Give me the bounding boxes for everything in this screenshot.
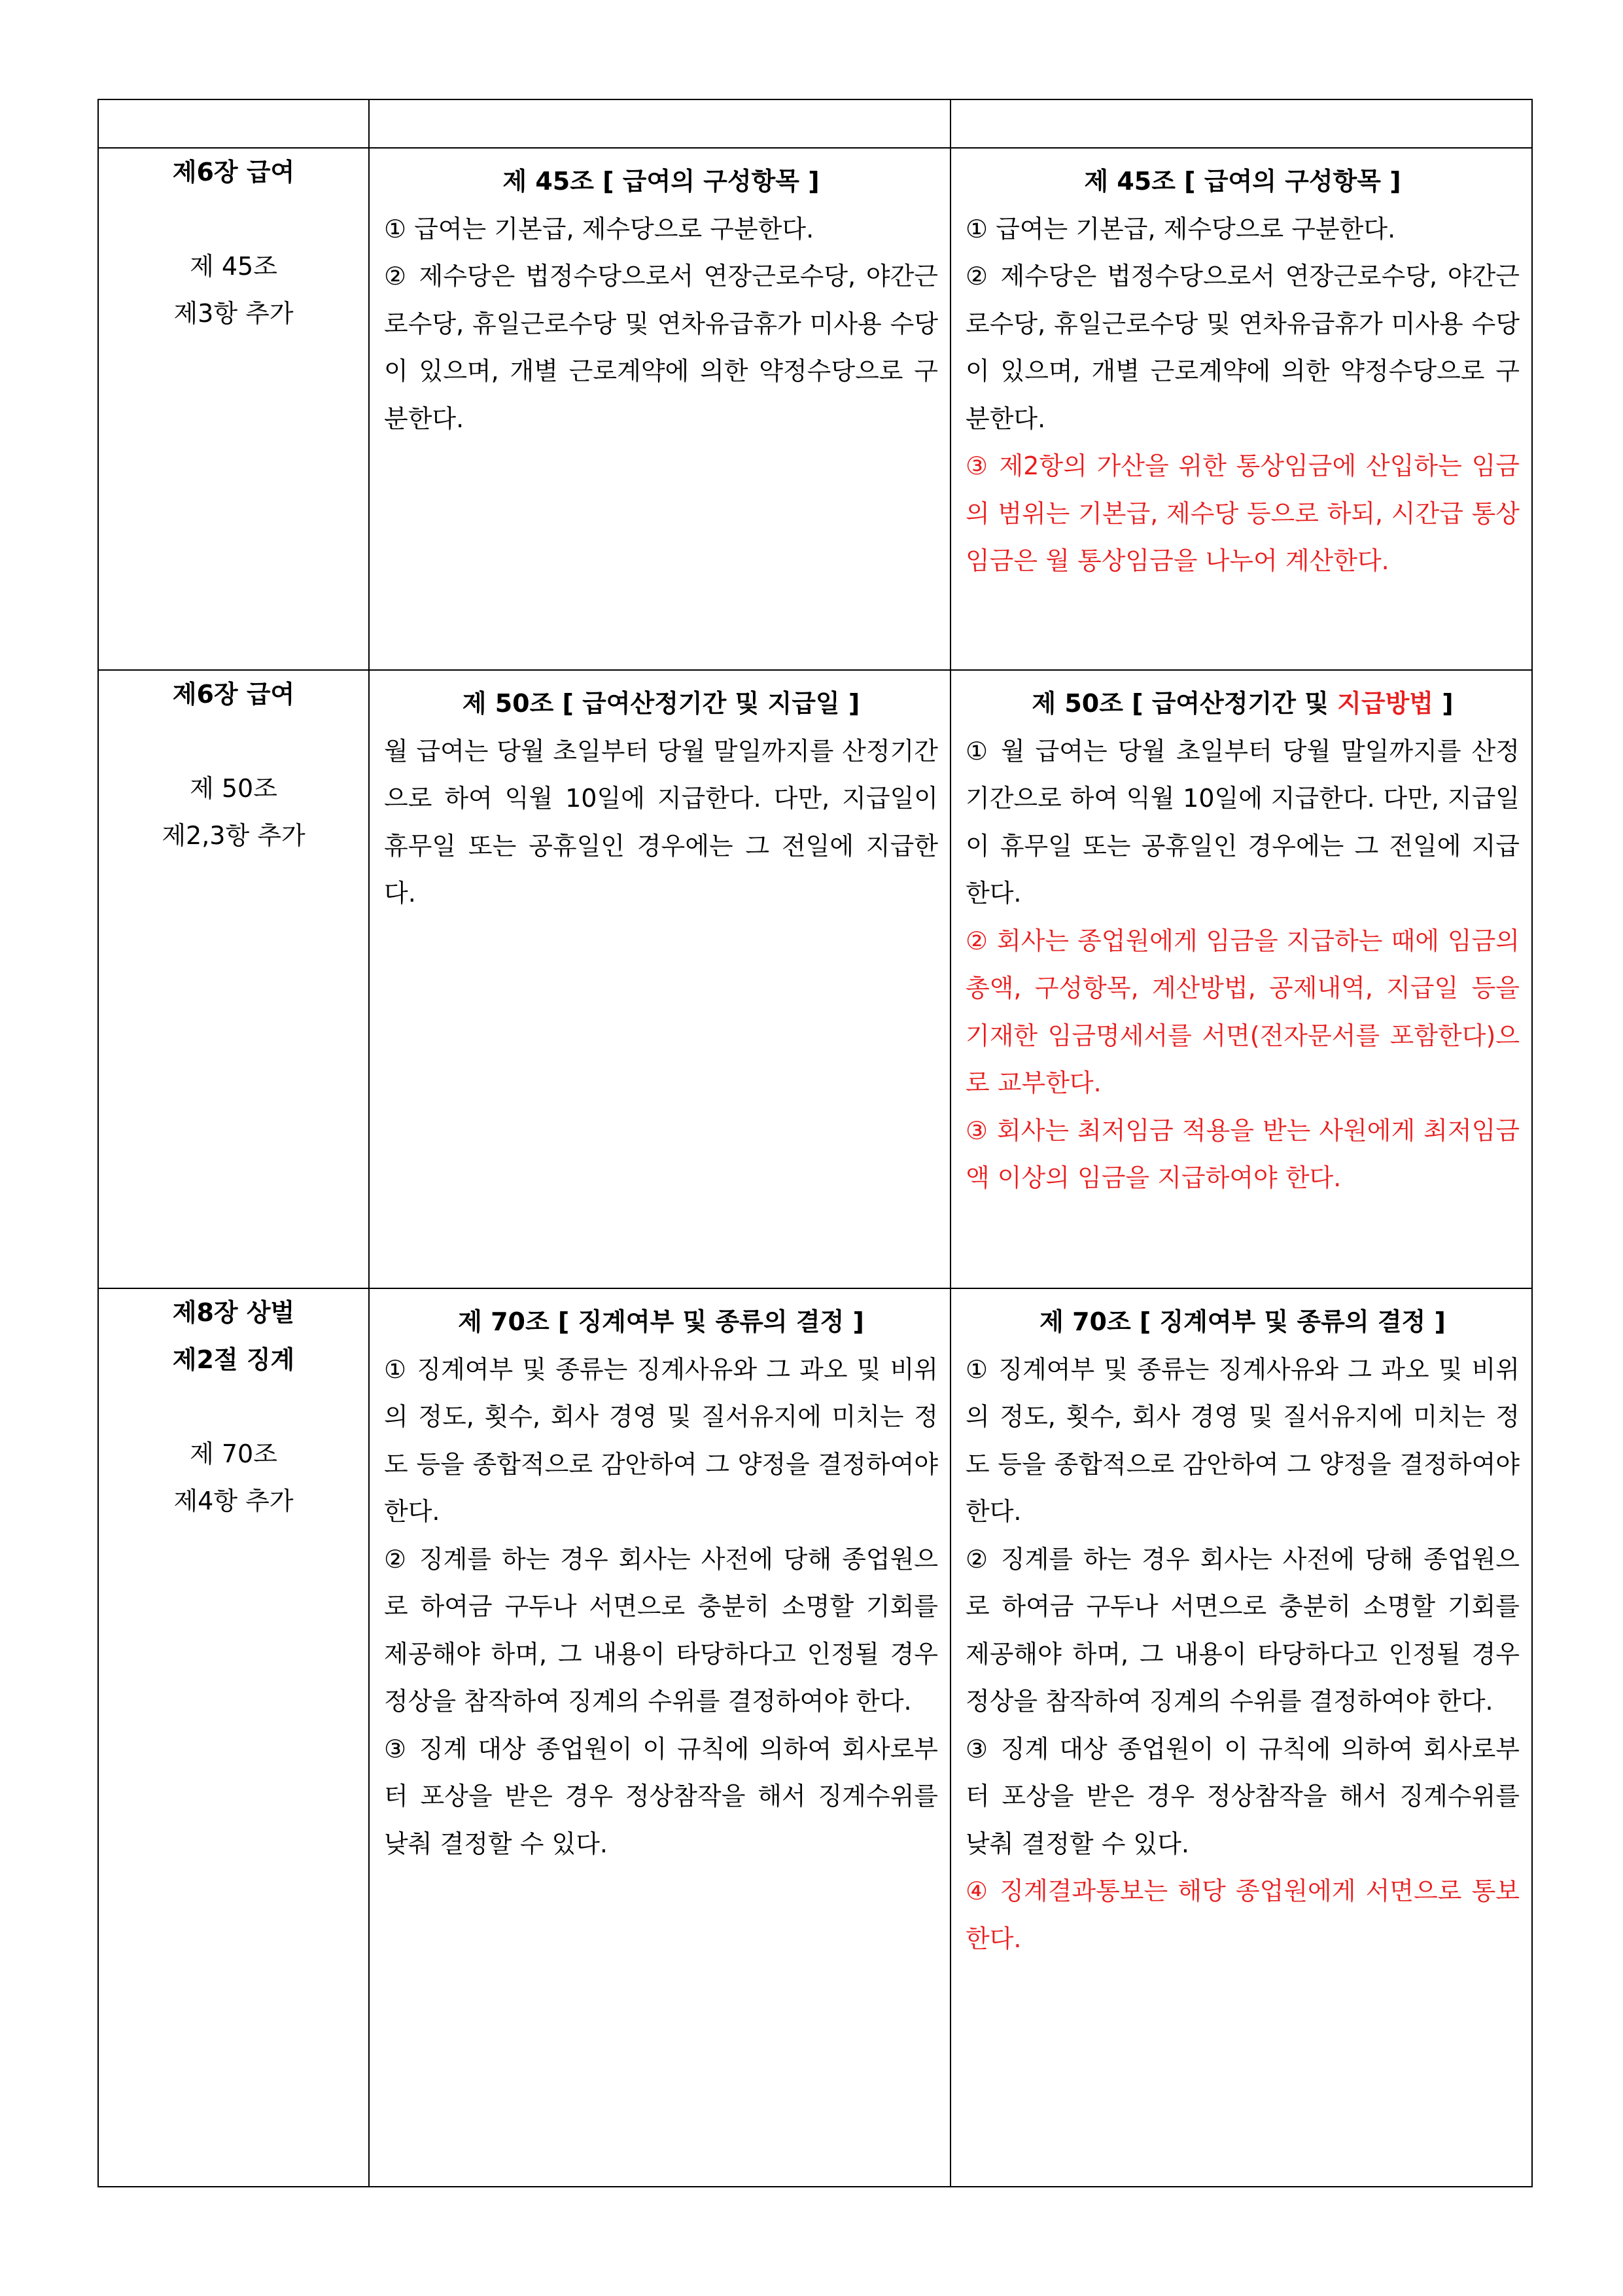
header-row: [98, 99, 1532, 148]
paragraph: ① 급여는 기본급, 제수당으로 구분한다.: [384, 214, 814, 243]
table-row: [98, 670, 1532, 1288]
article-header: 제 70조 [ 징계여부 및 종류의 결정 ]: [1039, 1307, 1446, 1336]
after-cell: [951, 148, 1532, 670]
after-cell: [951, 670, 1532, 1288]
before-cell: [369, 1288, 951, 2187]
article-header: 제 45조 [ 급여의 구성항목 ]: [502, 167, 820, 196]
section-title: 제6장 급여: [172, 158, 295, 186]
paragraph: 월 급여는 당월 초일부터 당월 말일까지를 산정기간으로 하여 익월 10일에 지급한다. 다만, 지급일이 휴무일 또는 공휴일인 경우에는 그 전일에 지급한다.: [384, 736, 938, 908]
change-note: 제3항 추가: [173, 299, 294, 328]
header-text: ]: [1433, 689, 1454, 718]
paragraph: ② 징계를 하는 경우 회사는 사전에 당해 종업원으로 하여금 구두나 서면으로 충분히 소명할 기회를 제공해야 하며, 그 내용이 타당하다고 인정될 경우 정상을 참작하여 징계의 수위를 결정하여야 한다.: [966, 1544, 1520, 1716]
changed-header-text: 지급방법: [1337, 689, 1433, 718]
article-note: 제 70조: [190, 1439, 277, 1468]
article-header: 제 45조 [ 급여의 구성항목 ]: [1084, 167, 1401, 196]
paragraph: ③ 징계 대상 종업원이 이 규칙에 의하여 회사로부터 포상을 받은 경우 정상참작을 해서 징계수위를 낮춰 결정할 수 있다.: [384, 1734, 938, 1858]
paragraph: ② 제수당은 법정수당으로서 연장근로수당, 야간근로수당, 휴일근로수당 및 연차유급휴가 미사용 수당이 있으며, 개별 근로계약에 의한 약정수당으로 구분한다.: [384, 262, 938, 433]
table-row: [98, 1288, 1532, 2187]
table-row: [98, 148, 1532, 670]
article-header: [966, 680, 1520, 728]
change-note: 제2,3항 추가: [162, 821, 305, 850]
paragraph: ③ 징계 대상 종업원이 이 규칙에 의하여 회사로부터 포상을 받은 경우 정상참작을 해서 징계수위를 낮춰 결정할 수 있다.: [966, 1734, 1520, 1858]
after-cell: [951, 1288, 1532, 2187]
paragraph: ② 제수당은 법정수당으로서 연장근로수당, 야간근로수당, 휴일근로수당 및 연차유급휴가 미사용 수당이 있으며, 개별 근로계약에 의한 약정수당으로 구분한다.: [966, 262, 1520, 433]
header-text: 제 50조 [ 급여산정기간 및: [1032, 689, 1338, 718]
added-paragraph: ④ 징계결과통보는 해당 종업원에게 서면으로 통보한다.: [966, 1877, 1520, 1953]
header-cell-before: [369, 99, 951, 148]
section-cell: [98, 148, 369, 670]
added-paragraph: ③ 제2항의 가산을 위한 통상임금에 산입하는 임금의 범위는 기본급, 제수당 등으로 하되, 시간급 통상임금은 월 통상임금을 나누어 계산한다.: [966, 451, 1520, 575]
before-cell: [369, 148, 951, 670]
article-note: 제 45조: [190, 252, 277, 281]
section-subtitle: 제2절 징계: [172, 1345, 295, 1374]
paragraph: ① 월 급여는 당월 초일부터 당월 말일까지를 산정기간으로 하여 익월 10일에 지급한다. 다만, 지급일이 휴무일 또는 공휴일인 경우에는 그 전일에 지급한다.: [966, 736, 1520, 908]
before-cell: [369, 670, 951, 1288]
paragraph: ① 급여는 기본급, 제수당으로 구분한다.: [966, 214, 1396, 243]
section-cell: [98, 1288, 369, 2187]
article-header: 제 70조 [ 징계여부 및 종류의 결정 ]: [458, 1307, 864, 1336]
added-paragraph: ② 회사는 종업원에게 임금을 지급하는 때에 임금의 총액, 구성항목, 계산방법, 공제내역, 지급일 등을 기재한 임금명세서를 서면(전자문서를 포함한다)으로 교부한다.: [966, 926, 1520, 1097]
added-paragraph: ③ 회사는 최저임금 적용을 받는 사원에게 최저임금액 이상의 임금을 지급하여야 한다.: [966, 1116, 1520, 1192]
paragraph: ② 징계를 하는 경우 회사는 사전에 당해 종업원으로 하여금 구두나 서면으로 충분히 소명할 기회를 제공해야 하며, 그 내용이 타당하다고 인정될 경우 정상을 참작하여 징계의 수위를 결정하여야 한다.: [384, 1544, 938, 1716]
header-cell-after: [951, 99, 1532, 148]
section-title: 제6장 급여: [172, 680, 295, 709]
comparison-table: [97, 99, 1533, 2187]
paragraph: ① 징계여부 및 종류는 징계사유와 그 과오 및 비위의 정도, 횟수, 회사 경영 및 질서유지에 미치는 정도 등을 종합적으로 감안하여 그 양정을 결정하여야 한다.: [384, 1354, 938, 1526]
change-note: 제4항 추가: [173, 1487, 294, 1515]
header-cell-section: [98, 99, 369, 148]
section-cell: [98, 670, 369, 1288]
article-note: 제 50조: [190, 774, 277, 803]
paragraph: ① 징계여부 및 종류는 징계사유와 그 과오 및 비위의 정도, 횟수, 회사 경영 및 질서유지에 미치는 정도 등을 종합적으로 감안하여 그 양정을 결정하여야 한다.: [966, 1354, 1520, 1526]
section-title: 제8장 상벌: [172, 1298, 295, 1327]
article-header: 제 50조 [ 급여산정기간 및 지급일 ]: [462, 689, 860, 718]
